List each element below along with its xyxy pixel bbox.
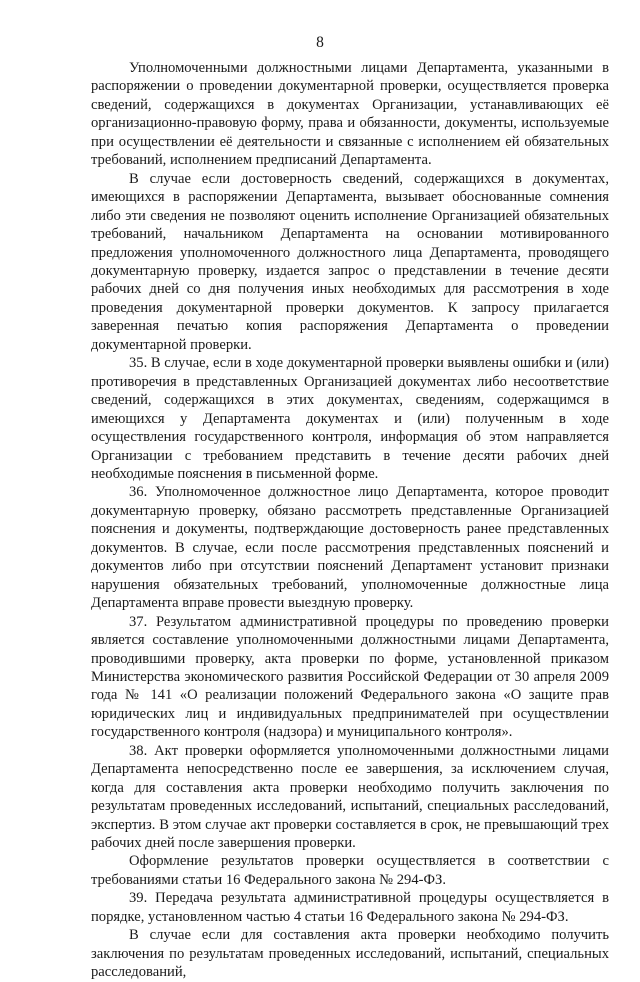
page-number: 8	[316, 34, 324, 51]
paragraph-verification-scope: Уполномоченными должностными лицами Департамента, указанными в распоряжении о проведении документарной проверки, осуществляется проверка сведений, содержащихся в документах Организации, устанавливающих её организационно-правовую форму, права и обязанности, документы, используемые при осуществлении её деятельности и связанные с исполнением ей обязательных требований, исполнением предписаний Департамента.	[91, 60, 609, 169]
paragraph-conclusions-case: В случае если для составления акта проверки необходимо получить заключения по результатам проведенных исследований, испытаний, специальных расследований,	[91, 927, 609, 981]
document-body	[91, 59, 609, 982]
paragraph-clause-35: 35. В случае, если в ходе документарной проверки выявлены ошибки и (или) противоречия в представленных Организацией документах либо несоответствие сведений, содержащихся в этих документах, сведениям, содержащимся в имеющихся у Департамента документах и (или) полученным в ходе осуществления государственного контроля, информация об этом направляется Организации с требованием представить в течение десяти рабочих дней необходимые пояснения в письменной форме.	[91, 355, 609, 482]
paragraph-clause-38: 38. Акт проверки оформляется уполномоченными должностными лицами Департамента непосредственно после ее завершения, за исключением случая, когда для составления акта проверки необходимо получить заключения по результатам проведенных исследований, испытаний, специальных расследований, экспертиз. В этом случае акт проверки составляется в срок, не превышающий трех рабочих дней после завершения проверки.	[91, 742, 609, 852]
paragraph-results-formalization: Оформление результатов проверки осуществляется в соответствии с требованиями статьи 16 Федерального закона № 294-ФЗ.	[91, 853, 609, 888]
paragraph-clause-37: 37. Результатом административной процедуры по проведению проверки является составление уполномоченными должностными лицами Департамента, проводившими проверку, акта проверки по форме, установленной приказом Министерства экономического развития Российской Федерации от 30 апреля 2009 года № 141 «О реализации положений Федерального закона «О защите прав юридических лиц и индивидуальных предпринимателей при осуществлении государственного контроля (надзора) и муниципального контроля».	[91, 613, 609, 741]
paragraph-clause-36: 36. Уполномоченное должностное лицо Департамента, которое проводит документарную проверку, обязано рассмотреть представленные Организацией пояснения и документы, подтверждающие достоверность ранее представленных документов. В случае, если после рассмотрения представленных пояснений и документов либо при отсутствии пояснений Департамент установит признаки нарушения обязательных требований, уполномоченные должностные лица Департамента вправе провести выездную проверку.	[91, 484, 609, 612]
paragraph-document-request: В случае если достоверность сведений, содержащихся в документах, имеющихся в распоряжении Департамента, вызывает обоснованные сомнения либо эти сведения не позволяют оценить исполнение Организацией обязательных требований, начальником Департамента на основании мотивированного предложения уполномоченного должностного лица Департамента, проводящего документарную проверку, издается запрос о представлении в течение десяти рабочих дней со дня получения иных необходимых для рассмотрения в ходе проведения документарной проверки документов. К запросу прилагается заверенная печатью копия распоряжения Департамента о проведении документарной проверки.	[91, 170, 609, 353]
paragraph-clause-39: 39. Передача результата административной процедуры осуществляется в порядке, установленном частью 4 статьи 16 Федерального закона № 294-ФЗ.	[91, 890, 609, 925]
